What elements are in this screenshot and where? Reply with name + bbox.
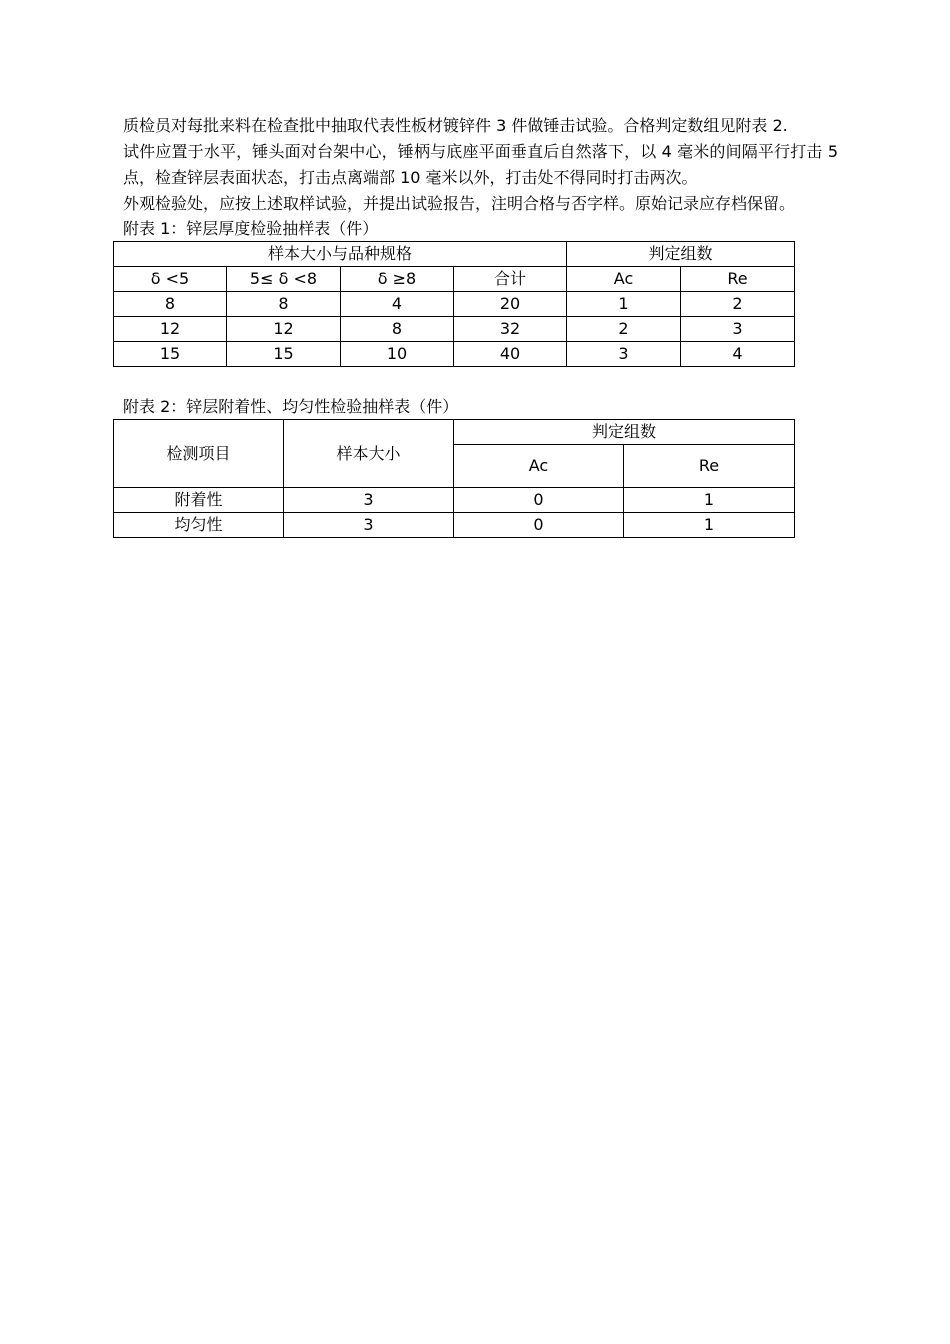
table1-header-cell: δ ≥8 xyxy=(341,267,454,292)
table1-cell: 4 xyxy=(681,342,795,367)
paragraph-inspection-report: 外观检验处，应按上述取样试验，并提出试验报告，注明合格与否字样。原始记录应存档保留。 xyxy=(123,194,796,213)
table1-header-cell: δ <5 xyxy=(114,267,227,292)
table1-cell: 12 xyxy=(114,317,227,342)
table2-caption: 附表 2：锌层附着性、均匀性检验抽样表（件） xyxy=(123,397,459,416)
table2-header-re: Re xyxy=(624,445,795,488)
table1-cell: 15 xyxy=(227,342,341,367)
table1-cell: 3 xyxy=(567,342,681,367)
table2-cell: 3 xyxy=(284,513,454,538)
table1-cell: 8 xyxy=(341,317,454,342)
table2-header-ac: Ac xyxy=(454,445,624,488)
table2-cell: 0 xyxy=(454,513,624,538)
table1-cell: 20 xyxy=(454,292,567,317)
table1-header-cell: 合计 xyxy=(454,267,567,292)
paragraph-hammer-test: 质检员对每批来料在检查批中抽取代表性板材镀锌件 3 件做锤击试验。合格判定数组见附表 2. xyxy=(123,116,788,135)
table1-header-row xyxy=(114,267,795,292)
table-row xyxy=(114,513,795,538)
table1-cell: 1 xyxy=(567,292,681,317)
table2-header-item: 检测项目 xyxy=(114,420,284,488)
table1-cell: 2 xyxy=(567,317,681,342)
table2-header-judge: 判定组数 xyxy=(454,420,795,445)
table2-cell: 1 xyxy=(624,488,795,513)
table2-cell: 附着性 xyxy=(114,488,284,513)
paragraph-test-procedure: 试件应置于水平，锤头面对台架中心，锤柄与底座平面垂直后自然落下，以 4 毫米的间隔平行打击 5 点，检查锌层表面状态，打击点离端部 10 毫米以外，打击处不得同时打击两次。 xyxy=(123,142,838,187)
table-row xyxy=(114,488,795,513)
table-row xyxy=(114,317,795,342)
table2-cell: 3 xyxy=(284,488,454,513)
table1-cell: 8 xyxy=(227,292,341,317)
table1-header-cell: 5≤ δ <8 xyxy=(227,267,341,292)
table1-caption: 附表 1：锌层厚度检验抽样表（件） xyxy=(123,219,379,238)
table1-header-cell: Ac xyxy=(567,267,681,292)
table1-cell: 15 xyxy=(114,342,227,367)
spacer xyxy=(123,367,838,395)
table-row xyxy=(114,342,795,367)
zinc-thickness-sampling-table xyxy=(113,241,795,367)
table-row xyxy=(114,292,795,317)
table1-cell: 8 xyxy=(114,292,227,317)
table2-header-sample: 样本大小 xyxy=(284,420,454,488)
table1-header-cell: Re xyxy=(681,267,795,292)
table1-cell: 12 xyxy=(227,317,341,342)
table1-group-header-sample: 样本大小与品种规格 xyxy=(114,242,567,267)
table2-cell: 0 xyxy=(454,488,624,513)
zinc-adhesion-uniformity-sampling-table xyxy=(113,419,795,538)
table1-cell: 3 xyxy=(681,317,795,342)
table1-cell: 40 xyxy=(454,342,567,367)
table2-cell: 均匀性 xyxy=(114,513,284,538)
document-page xyxy=(123,113,838,538)
table2-cell: 1 xyxy=(624,513,795,538)
table1-cell: 2 xyxy=(681,292,795,317)
table1-cell: 10 xyxy=(341,342,454,367)
table1-group-header-judge: 判定组数 xyxy=(567,242,795,267)
table1-cell: 32 xyxy=(454,317,567,342)
table1-cell: 4 xyxy=(341,292,454,317)
